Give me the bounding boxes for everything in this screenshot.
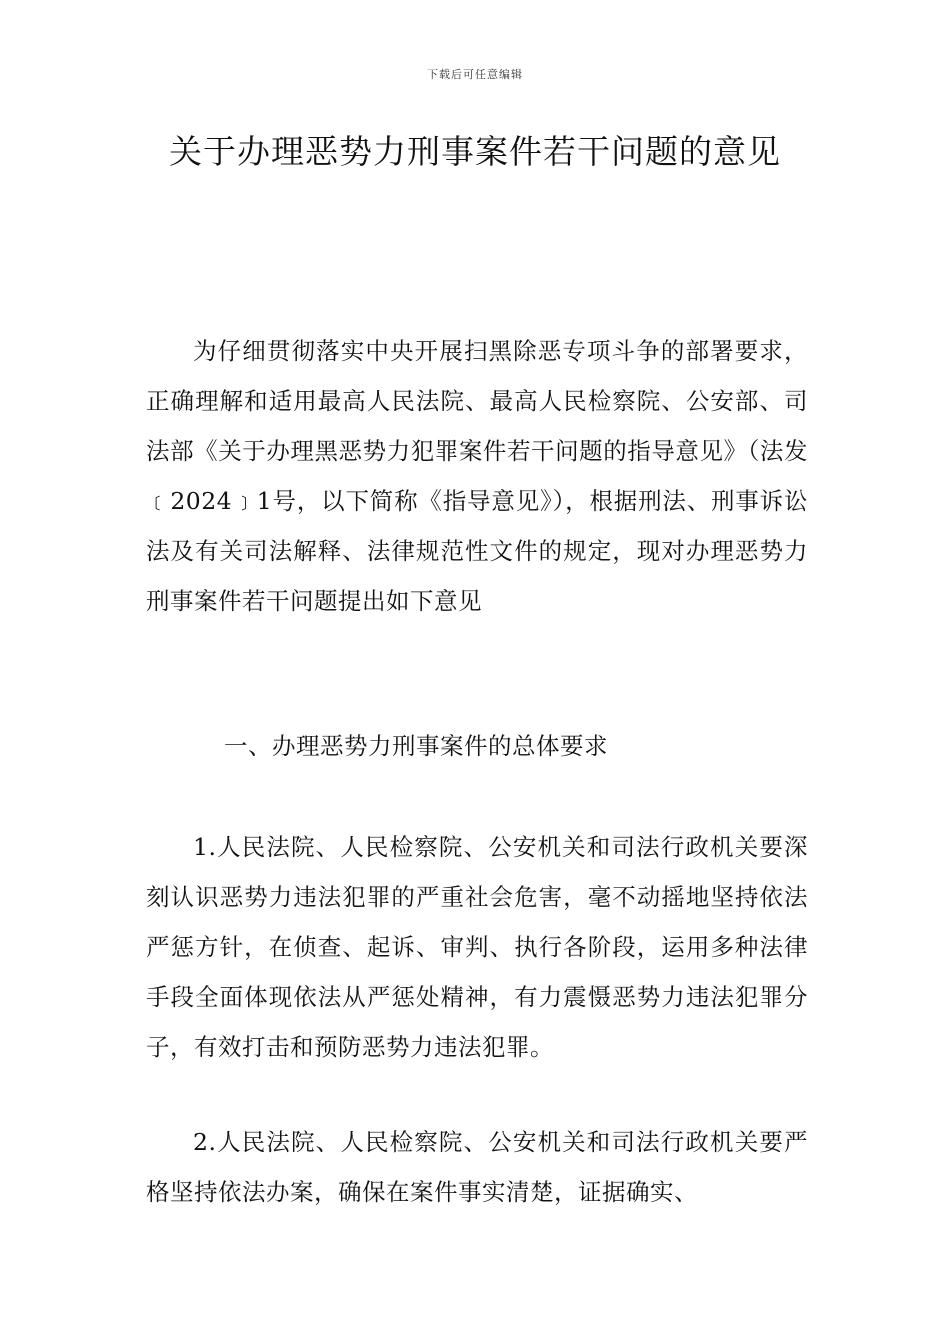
- section-heading: 一、办理恶势力刑事案件的总体要求: [224, 732, 608, 760]
- header-note: 下载后可任意编辑: [427, 68, 523, 81]
- item-paragraph-1: 1.人民法院、人民检察院、公安机关和司法行政机关要深刻认识恶势力违法犯罪的严重社会危害，毫不动摇地坚持依法严惩方针，在侦查、起诉、审判、执行各阶段，运用多种法律手段全面体现依法从严惩处精神，有力震慑恶势力违法犯罪分子，有效打击和预防恶势力违法犯罪。: [146, 833, 808, 1061]
- item-paragraph-2: 2.人民法院、人民检察院、公安机关和司法行政机关要严格坚持依法办案，确保在案件事实清楚，证据确实、: [146, 1128, 808, 1206]
- intro-paragraph: 为仔细贯彻落实中央开展扫黑除恶专项斗争的部署要求，正确理解和适用最高人民法院、最高人民检察院、公安部、司法部《关于办理黑恶势力犯罪案件若干问题的指导意见》（法发﹝2024﹞1号，以下简称《指导意见》），根据刑法、刑事诉讼法及有关司法解释、法律规范性文件的规定，现对办理恶势力刑事案件若干问题提出如下意见: [146, 337, 808, 615]
- document-title: 关于办理恶势力刑事案件若干问题的意见: [169, 132, 781, 171]
